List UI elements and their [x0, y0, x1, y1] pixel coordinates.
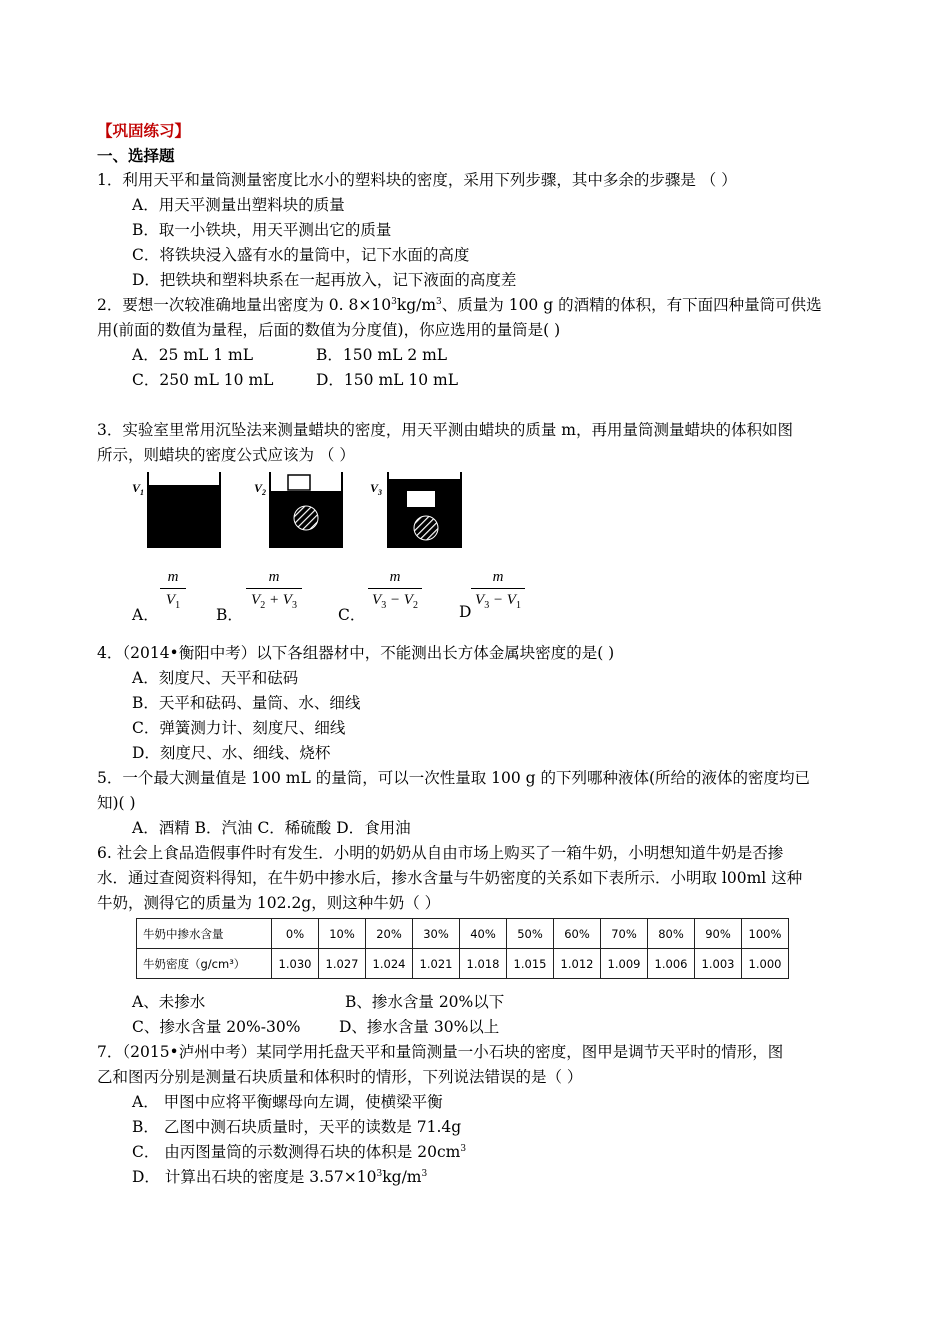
table-cell: 1.030: [272, 949, 319, 979]
label-v3: $V_3$: [370, 481, 383, 497]
q6-density-table: [136, 918, 789, 979]
q5-options: A．酒精 B．汽油 C．稀硫酸 D．食用油: [132, 819, 411, 837]
q6-option-a: A、未掺水: [132, 993, 206, 1011]
table-cell: 20%: [366, 919, 413, 949]
q5-stem-cont: 知)( ): [97, 794, 136, 812]
table-cell: 10%: [319, 919, 366, 949]
q1-stem: 1．利用天平和量筒测量密度比水小的塑料块的密度，采用下列步骤，其中多余的步骤是 （ ）: [97, 171, 737, 189]
q6-option-c: C、掺水含量 20%-30%: [132, 1018, 301, 1036]
q7-option-b: B． 乙图中测石块质量时，天平的读数是 71.4g: [132, 1118, 462, 1136]
table-cell: 1.021: [413, 949, 460, 979]
cylinder-v1: [132, 472, 220, 547]
table-cell: 1.027: [319, 949, 366, 979]
table-row: [137, 949, 789, 979]
table-cell: 1.009: [601, 949, 648, 979]
q4-option-d: D．刻度尺、水、细线、烧杯: [132, 744, 331, 762]
table-cell: 40%: [460, 919, 507, 949]
q3-cylinders-figure: [128, 470, 468, 550]
q1-option-a: A．用天平测量出塑料块的质量: [132, 196, 345, 214]
table-cell: 50%: [507, 919, 554, 949]
q2-option-b: B．150 mL 2 mL: [316, 346, 448, 364]
table-row-header: 牛奶密度（g/cm³）: [137, 949, 272, 979]
q3-option-c-label: C．: [338, 606, 366, 624]
q7-option-c: C． 由丙图量筒的示数测得石块的体积是 $20cm^3$: [132, 1143, 467, 1161]
table-cell: 0%: [272, 919, 319, 949]
table-row-header: 牛奶中掺水含量: [137, 919, 272, 949]
table-cell: 80%: [648, 919, 695, 949]
q3-stem-cont: 所示，则蜡块的密度公式应该为 （ ）: [97, 446, 355, 464]
q2-stem-cont: 用(前面的数值为量程，后面的数值为分度值)，你应选用的量筒是( ): [97, 321, 561, 339]
q4-stem: 4．（2014•衡阳中考）以下各组器材中，不能测出长方体金属块密度的是( ): [97, 644, 615, 662]
label-v1: $V_1$: [132, 481, 145, 497]
q3-option-a-label: A．: [132, 606, 159, 624]
table-cell: 1.000: [742, 949, 789, 979]
cylinder-v2: [254, 472, 342, 547]
q2-option-d: D．150 mL 10 mL: [316, 371, 458, 389]
q7-stem-cont: 乙和图丙分别是测量石块质量和体积时的情形，下列说法错误的是（ ）: [97, 1068, 583, 1086]
table-cell: 70%: [601, 919, 648, 949]
section-heading: 一、选择题: [97, 146, 175, 165]
q3-option-d-fraction: m $V_3 - V_1$: [471, 568, 525, 615]
q7-option-d: D． 计算出石块的密度是 $3.57\times 10^3kg/m^3$: [132, 1168, 428, 1186]
q3-option-d-label: D: [459, 603, 472, 621]
q2-option-c: C．250 mL 10 mL: [132, 371, 274, 389]
q4-option-a: A．刻度尺、天平和砝码: [132, 669, 299, 687]
q7-option-a: A． 甲图中应将平衡螺母向左调，使横梁平衡: [132, 1093, 443, 1111]
table-cell: 1.015: [507, 949, 554, 979]
q5-stem: 5．一个最大测量值是 100 mL 的量筒，可以一次性量取 100 g 的下列哪种液体(所给的液体的密度均已: [97, 769, 811, 787]
q2-stem: 2．要想一次较准确地量出密度为 0. $8\times 10^3kg/m^3$、质量为 100 g 的酒精的体积，有下面四种量筒可供选: [97, 296, 822, 314]
section-title: 【巩固练习】: [97, 121, 191, 140]
q6-stem-cont: 水．通过查阅资料得知，在牛奶中掺水后，掺水含量与牛奶密度的关系如下表所示．小明取 l00ml 这种: [97, 869, 803, 887]
q3-option-c-fraction: m $V_3 - V_2$: [368, 568, 422, 615]
q6-option-d: D、掺水含量 30%以上: [339, 1018, 500, 1036]
q1-option-b: B．取一小铁块，用天平测出它的质量: [132, 221, 392, 239]
q7-stem: 7．（2015•泸州中考）某同学用托盘天平和量筒测量一小石块的密度，图甲是调节天平时的情形，图: [97, 1043, 784, 1061]
table-cell: 1.006: [648, 949, 695, 979]
table-cell: 1.003: [695, 949, 742, 979]
table-cell: 1.018: [460, 949, 507, 979]
table-cell: 1.024: [366, 949, 413, 979]
q3-stem: 3．实验室里常用沉坠法来测量蜡块的密度，用天平测由蜡块的质量 m，再用量筒测量蜡块的体积如图: [97, 421, 793, 439]
q4-option-b: B．天平和砝码、量筒、水、细线: [132, 694, 361, 712]
cylinder-v3: [370, 472, 461, 547]
table-cell: 30%: [413, 919, 460, 949]
q4-option-c: C．弹簧测力计、刻度尺、细线: [132, 719, 346, 737]
q6-stem: 6. 社会上食品造假事件时有发生．小明的奶奶从自由市场上购买了一箱牛奶，小明想知道牛奶是否掺: [97, 844, 784, 862]
table-cell: 60%: [554, 919, 601, 949]
q1-option-d: D．把铁块和塑料块系在一起再放入，记下液面的高度差: [132, 271, 517, 289]
q3-option-b-fraction: m $V_2 + V_3$: [246, 568, 302, 615]
table-cell: 90%: [695, 919, 742, 949]
q6-option-b: B、掺水含量 20%以下: [345, 993, 505, 1011]
q1-option-c: C．将铁块浸入盛有水的量筒中，记下水面的高度: [132, 246, 470, 264]
table-cell: 1.012: [554, 949, 601, 979]
q3-option-a-fraction: m $V_1$: [160, 568, 186, 615]
q3-option-b-label: B．: [216, 606, 243, 624]
table-cell: 100%: [742, 919, 789, 949]
label-v2: $V_2$: [254, 481, 267, 497]
q2-option-a: A．25 mL 1 mL: [132, 346, 254, 364]
table-row: [137, 919, 789, 949]
q6-stem-cont2: 牛奶，测得它的质量为 102.2g，则这种牛奶（ ）: [97, 894, 441, 912]
